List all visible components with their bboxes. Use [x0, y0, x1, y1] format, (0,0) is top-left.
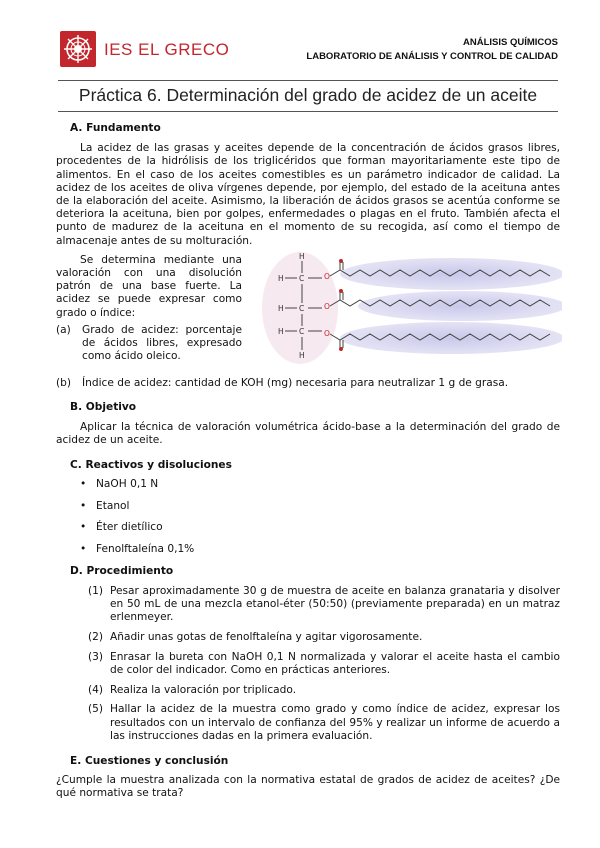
- title-top-rule: [58, 80, 558, 81]
- list-label-b: (b): [56, 376, 71, 389]
- procedure-step: (3) Enrasar la bureta con NaOH 0,1 N normalizada y valorar el aceite hasta el cambio de color del indicador. Como en prácticas anteriores.: [88, 650, 560, 676]
- school-name: IES EL GRECO: [104, 40, 230, 59]
- reagent-list: [56, 478, 560, 557]
- procedure-step: (5) Hallar la acidez de la muestra como grado y como índice de acidez, expresar los resultados con un intervalo de confianza del 95% y realizar un informe de acuerdo a las instrucciones dadas en la primera evaluación.: [88, 703, 560, 742]
- department-line-1: ANÁLISIS QUÍMICOS: [462, 37, 558, 48]
- objetivo-text: Aplicar la técnica de valoración volumétrica ácido-base a la determinación del grado de acidez de un aceite.: [56, 421, 560, 447]
- list-item: • NaOH 0,1 N: [80, 477, 159, 490]
- document-body: [56, 122, 560, 801]
- atom-label: O: [324, 328, 330, 338]
- atom-label: H: [278, 303, 284, 313]
- atom-label: C: [299, 303, 305, 313]
- school-logo-icon: [60, 31, 96, 67]
- list-item: • Etanol: [80, 499, 130, 512]
- page-title: Práctica 6. Determinación del grado de acidez de un aceite: [78, 85, 538, 105]
- atom-label: H: [299, 251, 305, 261]
- page-header: [0, 0, 600, 80]
- list-label-a: (a): [56, 323, 71, 336]
- section-heading-reactivos: C. Reactivos y disoluciones: [70, 458, 232, 471]
- department-line-2: LABORATORIO DE ANÁLISIS Y CONTROL DE CALIDAD: [306, 51, 558, 62]
- list-item: • Fenolftaleína 0,1%: [80, 543, 195, 556]
- procedure-step: (2) Añadir unas gotas de fenolftaleína y agitar vigorosamente.: [88, 630, 423, 643]
- section-heading-fundamento: A. Fundamento: [70, 122, 161, 134]
- atom-label: H: [278, 326, 284, 336]
- bullet: •: [80, 477, 87, 490]
- section-heading-cuestiones: E. Cuestiones y conclusión: [70, 755, 229, 768]
- atom-label: O: [324, 271, 330, 281]
- section-heading-objetivo: B. Objetivo: [70, 401, 137, 414]
- procedure-step: (1) Pesar aproximadamente 30 g de muestra de aceite en balanza granataria y disolver en 50 mL de una mezcla etanol-éter (50:50) (previamente preparada) en un matraz erlenmeyer.: [88, 584, 560, 624]
- atom-label: C: [299, 326, 305, 336]
- atom-label: H: [299, 350, 305, 360]
- atom-label: H: [278, 273, 284, 283]
- procedure-list: [56, 585, 560, 743]
- atom-label: O: [324, 301, 330, 311]
- title-bottom-rule: [58, 111, 558, 112]
- bullet: •: [80, 499, 87, 512]
- bullet: •: [80, 543, 87, 556]
- atom-label: C: [299, 273, 305, 283]
- cuestiones-text: ¿Cumple la muestra analizada con la normativa estatal de grados de acidez de aceites? ¿De qué normativa se trata?: [56, 774, 560, 800]
- list-item-b: [56, 377, 560, 390]
- list-item-a: [56, 324, 242, 364]
- procedure-step: (4) Realiza la valoración por triplicado.: [88, 683, 297, 696]
- bullet: •: [80, 521, 87, 534]
- fundamento-paragraph-1: La acidez de las grasas y aceites depende de la concentración de ácidos grasos libres, procedentes de la hidrólisis de los triglicéridos que forman mayoritariamente este tipo de alimentos. En el caso de los aceites comestibles es un parámetro indicador de calidad. La acidez de los aceites de oliva vírgenes depende, por ejemplo, del estado de la aceituna antes de la elaboración del aceite. Asimismo, la liberación de ácidos grasos se acentúa conforme se deteriora la aceituna, bien por golpes, enfermedades o plagas en el fruto. También afecta el punto de madurez de la aceituna en el momento de su recogida, así como el tiempo de almacenaje antes de su molturación.: [56, 142, 560, 247]
- list-item: • Éter dietílico: [80, 521, 163, 534]
- triglyceride-molecule-image: [262, 250, 562, 372]
- fundamento-paragraph-2: Se determina mediante una valoración con una disolución patrón de una base fuerte. La acidez se puede expresar como grado o índice:: [56, 253, 242, 319]
- fundamento-split: [56, 251, 560, 374]
- section-heading-procedimiento: D. Procedimiento: [70, 565, 174, 578]
- list-text-b: Índice de acidez: cantidad de KOH (mg) necesaria para neutralizar 1 g de grasa.: [82, 376, 509, 389]
- list-text-a: Grado de acidez: porcentaje de ácidos libres, expresado como ácido oleico.: [82, 323, 242, 363]
